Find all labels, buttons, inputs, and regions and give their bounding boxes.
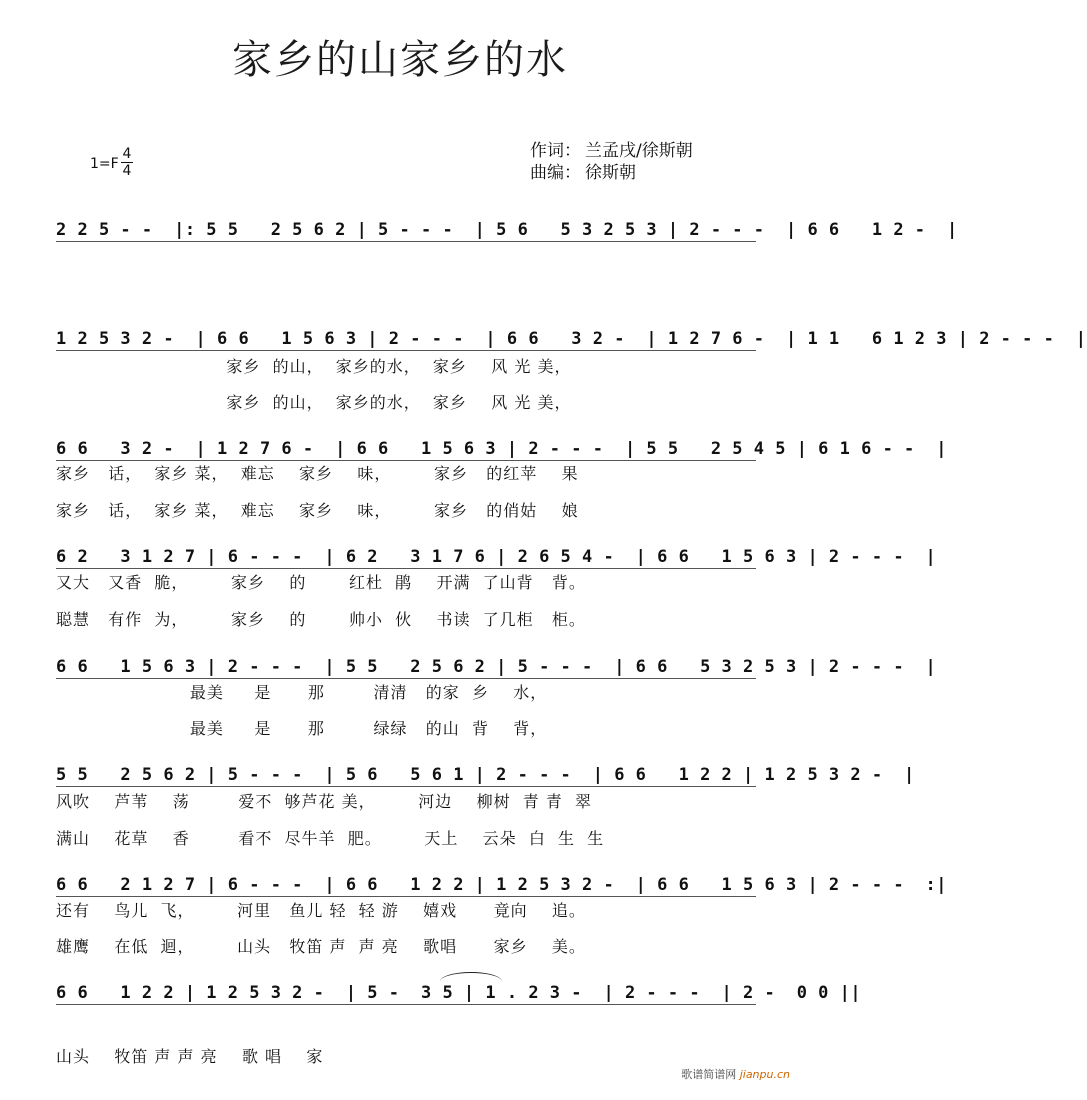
lyrics-line-4-verse-1: 又大 又香 脆， 家乡 的 红杜 鹃 开满 了山背 背。 xyxy=(56,573,586,592)
lyrics-line-5-verse-2: 最美 是 那 绿绿 的山 背 背， xyxy=(56,719,548,738)
lyrics-line-2-verse-1: 家乡 的山， 家乡的水， 家乡 风 光 美， xyxy=(56,357,572,376)
notation-line-6: 5 5 2 5 6 2 | 5 - - - | 5 6 5 6 1 | 2 - - - | 6 6 1 2 2 | 1 2 5 3 2 - | xyxy=(56,765,915,785)
lyrics-line-5-verse-1: 最美 是 那 清清 的家 乡 水， xyxy=(56,683,548,702)
watermark-site: 歌谱简谱网 xyxy=(681,1068,737,1081)
lyrics-line-4-verse-2: 聪慧 有作 为， 家乡 的 帅小 伙 书读 了几柜 柜。 xyxy=(56,610,586,629)
lyrics-line-3-verse-1: 家乡 话， 家乡 菜， 难忘 家乡 味， 家乡 的红苹 果 xyxy=(56,464,579,483)
lyricist-label: 作词： xyxy=(530,141,581,161)
lyrics-line-7-verse-2: 雄鹰 在低 迴， 山头 牧笛 声 声 亮 歌唱 家乡 美。 xyxy=(56,937,586,956)
composer-credit xyxy=(530,158,640,183)
watermark-brand: jianpu.cn xyxy=(739,1068,790,1081)
time-signature-bottom: 4 xyxy=(122,163,132,179)
lyricist-names: 兰孟戌/徐斯朝 xyxy=(585,141,693,161)
notation-line-2: 1 2 5 3 2 - | 6 6 1 5 6 3 | 2 - - - | 6 6 3 2 - | 1 2 7 6 - | 1 1 6 1 2 3 | 2 - - - | xyxy=(56,329,1087,349)
composer-names: 徐斯朝 xyxy=(585,163,636,183)
composer-label: 曲编： xyxy=(530,163,581,183)
notation-line-5: 6 6 1 5 6 3 | 2 - - - | 5 5 2 5 6 2 | 5 - - - | 6 6 5 3 2 5 3 | 2 - - - | xyxy=(56,657,937,677)
time-signature-top: 4 xyxy=(122,146,132,162)
notation-line-7: 6 6 2 1 2 7 | 6 - - - | 6 6 1 2 2 | 1 2 5 3 2 - | 6 6 1 5 6 3 | 2 - - - :| xyxy=(56,875,947,895)
lyrics-line-7-verse-1: 还有 鸟儿 飞， 河里 鱼儿 轻 轻 游 嬉戏 竟向 追。 xyxy=(56,901,586,920)
notation-line-3: 6 6 3 2 - | 1 2 7 6 - | 6 6 1 5 6 3 | 2 - - - | 5 5 2 5 4 5 | 6 1 6 - - | xyxy=(56,439,947,459)
notation-line-1: 2 2 5 - - |: 5 5 2 5 6 2 | 5 - - - | 5 6 5 3 2 5 3 | 2 - - - | 6 6 1 2 - | xyxy=(56,220,958,240)
lyrics-line-3-verse-2: 家乡 话， 家乡 菜， 难忘 家乡 味， 家乡 的俏姑 娘 xyxy=(56,501,579,520)
lyrics-line-6-verse-1: 风吹 芦苇 荡 爱不 够芦花 美， 河边 柳树 青 青 翠 xyxy=(56,792,593,811)
site-watermark xyxy=(681,1066,790,1082)
notation-line-8: 6 6 1 2 2 | 1 2 5 3 2 - | 5 - 3 5 | 1 . 2 3 - | 2 - - - | 2 - 0 0 || xyxy=(56,983,862,1003)
lyrics-line-2-verse-2: 家乡 的山， 家乡的水， 家乡 风 光 美， xyxy=(56,393,572,412)
lyrics-line-6-verse-2: 满山 花草 香 看不 尽牛羊 肥。 天上 云朵 白 生 生 xyxy=(56,829,605,848)
song-title: 家乡的山家乡的水 xyxy=(232,37,568,83)
notation-line-4: 6 2 3 1 2 7 | 6 - - - | 6 2 3 1 7 6 | 2 6 5 4 - | 6 6 1 5 6 3 | 2 - - - | xyxy=(56,547,937,567)
key-signature: 1=F xyxy=(90,156,119,172)
lyrics-line-8-verse-1: 山头 牧笛 声 声 亮 歌 唱 家 xyxy=(56,1047,324,1066)
time-signature xyxy=(120,146,134,179)
